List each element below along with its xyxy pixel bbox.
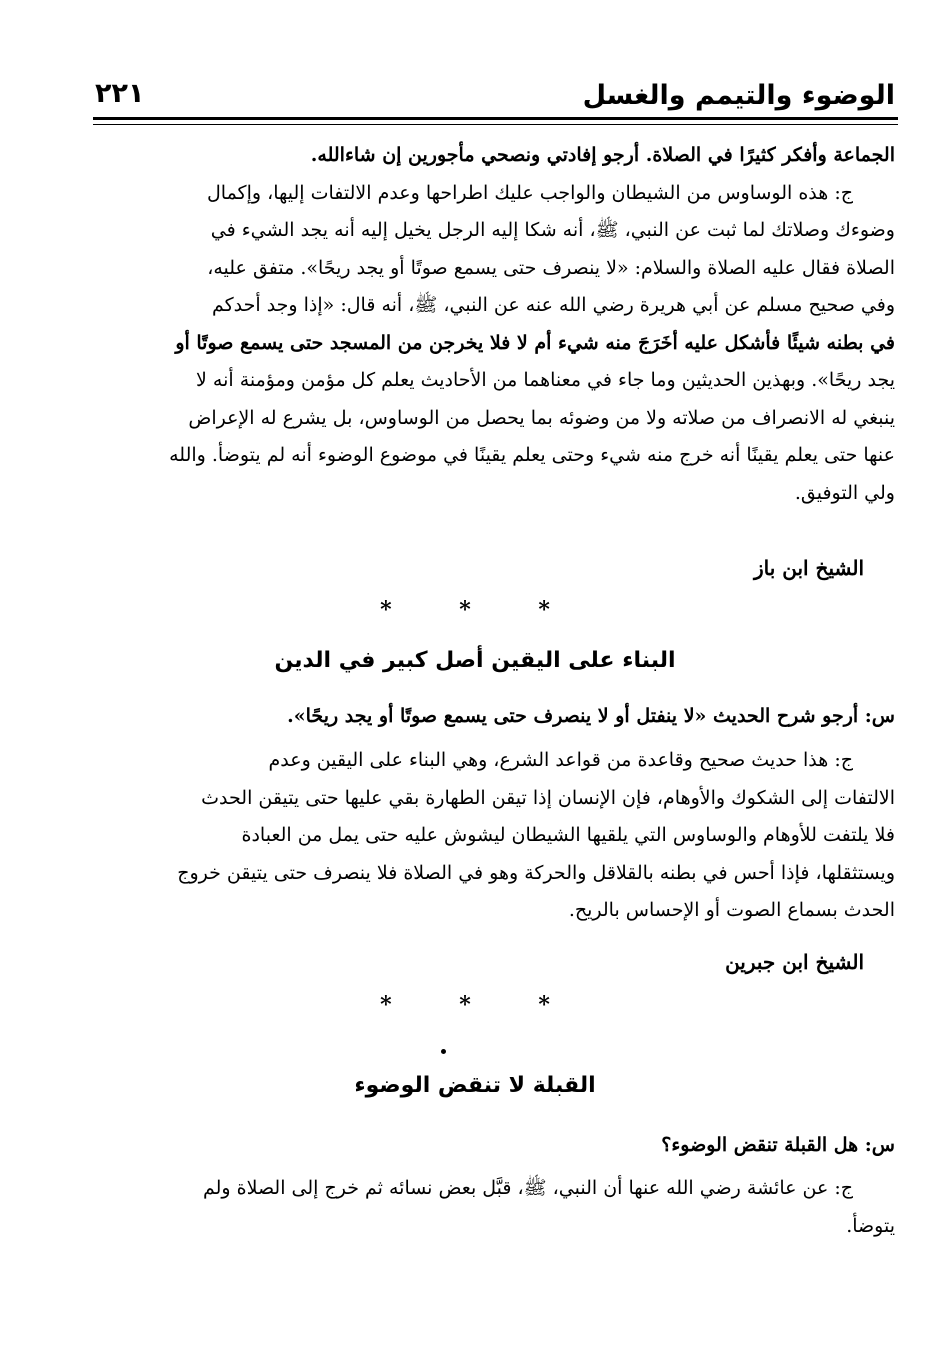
signature-ibn-jibreen: الشيخ ابن جبرين [725,950,864,974]
text-line: ج: هذا حديث صحيح وقاعدة من قواعد الشرع، وهي البناء على اليقين وعدم [268,749,853,771]
text-line: الصلاة فقال عليه الصلاة والسلام: «لا ينصرف حتى يسمع صوتًا أو يجد ريحًا». متفق عليه، [207,256,895,279]
question-line: س: أرجو شرح الحديث «لا ينفتل أو لا ينصرف حتى يسمع صوتًا أو يجد ريحًا». [287,705,895,727]
text-line: ينبغي له الانصراف من صلاته ولا من وضوئه بما يحصل من الوساوس، بل يشرع له الإعراض [188,406,895,429]
text-line: يتوضأ. [846,1214,895,1237]
text-line: الالتفات إلى الشكوك والأوهام، فإن الإنسان إذا تيقن الطهارة بقي عليها حتى يتيقن الحدث [201,786,895,809]
answer-block-1 [80,137,895,512]
decorative-dot [441,1049,446,1054]
text-line: في بطنه شيئًا فأشكل عليه أخَرَجَ منه شيء أم لا فلا يخرجن من المسجد حتى يسمع صوتًا أو [175,331,895,354]
text-line: وضوءك وصلاتك لما ثبت عن النبي، ﷺ، أنه شكا إليه الرجل يخيل إليه أنه يجد الشيء في [210,219,895,241]
separator-stars: * * * [380,992,580,1018]
signature-ibn-baz: الشيخ ابن باز [753,556,864,580]
chapter-title: الوضوء والتيمم والغسل [582,80,895,111]
page-number: ٢٢١ [95,78,145,109]
text-line: ج: عن عائشة رضي الله عنها أن النبي، ﷺ، قبَّل بعض نسائه ثم خرج إلى الصلاة ولم [203,1177,853,1199]
answer-block-3 [80,1170,895,1245]
question-block-3 [80,1127,895,1165]
text-line: يجد ريحًا». وبهذين الحديثين وما جاء في معناهما من الأحاديث يعلم كل مؤمن ومؤمنة أنه لا [196,369,895,391]
text-line: ولي التوفيق. [794,481,895,504]
question-line: س: هل القبلة تنقض الوضوء؟ [661,1134,895,1156]
section-title: البناء على اليقين أصل كبير في الدين [274,648,676,673]
separator-stars: * * * [380,597,580,623]
text-line: ج: هذه الوساوس من الشيطان والواجب عليك اطراحها وعدم الالتفات إليها، وإكمال [206,181,853,204]
section-title: القبلة لا تنقض الوضوء [354,1073,596,1098]
text-line: عنها حتى يعلم يقينًا أنه خرج منه شيء وحتى يعلم يقينًا في موضوع الوضوء أنه لم يتوضأ. والله [169,444,895,466]
header-rule-thick [93,117,898,120]
text-line: الحدث بسماع الصوت أو الإحساس بالريح. [568,899,895,921]
text-line: وفي صحيح مسلم عن أبي هريرة رضي الله عنه عن النبي، ﷺ، أنه قال: «إذا وجد أحدكم [211,294,895,316]
header-rule-thin [93,124,898,125]
answer-block-2 [80,742,895,930]
question-block-2 [80,698,895,736]
page-header [93,74,895,118]
text-line: فلا يلتفت للأوهام والوساوس التي يلقيها الشيطان ليشوش عليه حتى يمل من العبادة [241,824,895,846]
text-line: الجماعة وأفكر كثيرًا في الصلاة. أرجو إفادتي ونصحي مأجورين إن شاءالله. [310,144,895,166]
text-line: ويستثقلها، فإذا أحس في بطنه بالقلاقل والحركة وهو في الصلاة فلا ينصرف حتى يتيقن خروج [177,861,895,884]
